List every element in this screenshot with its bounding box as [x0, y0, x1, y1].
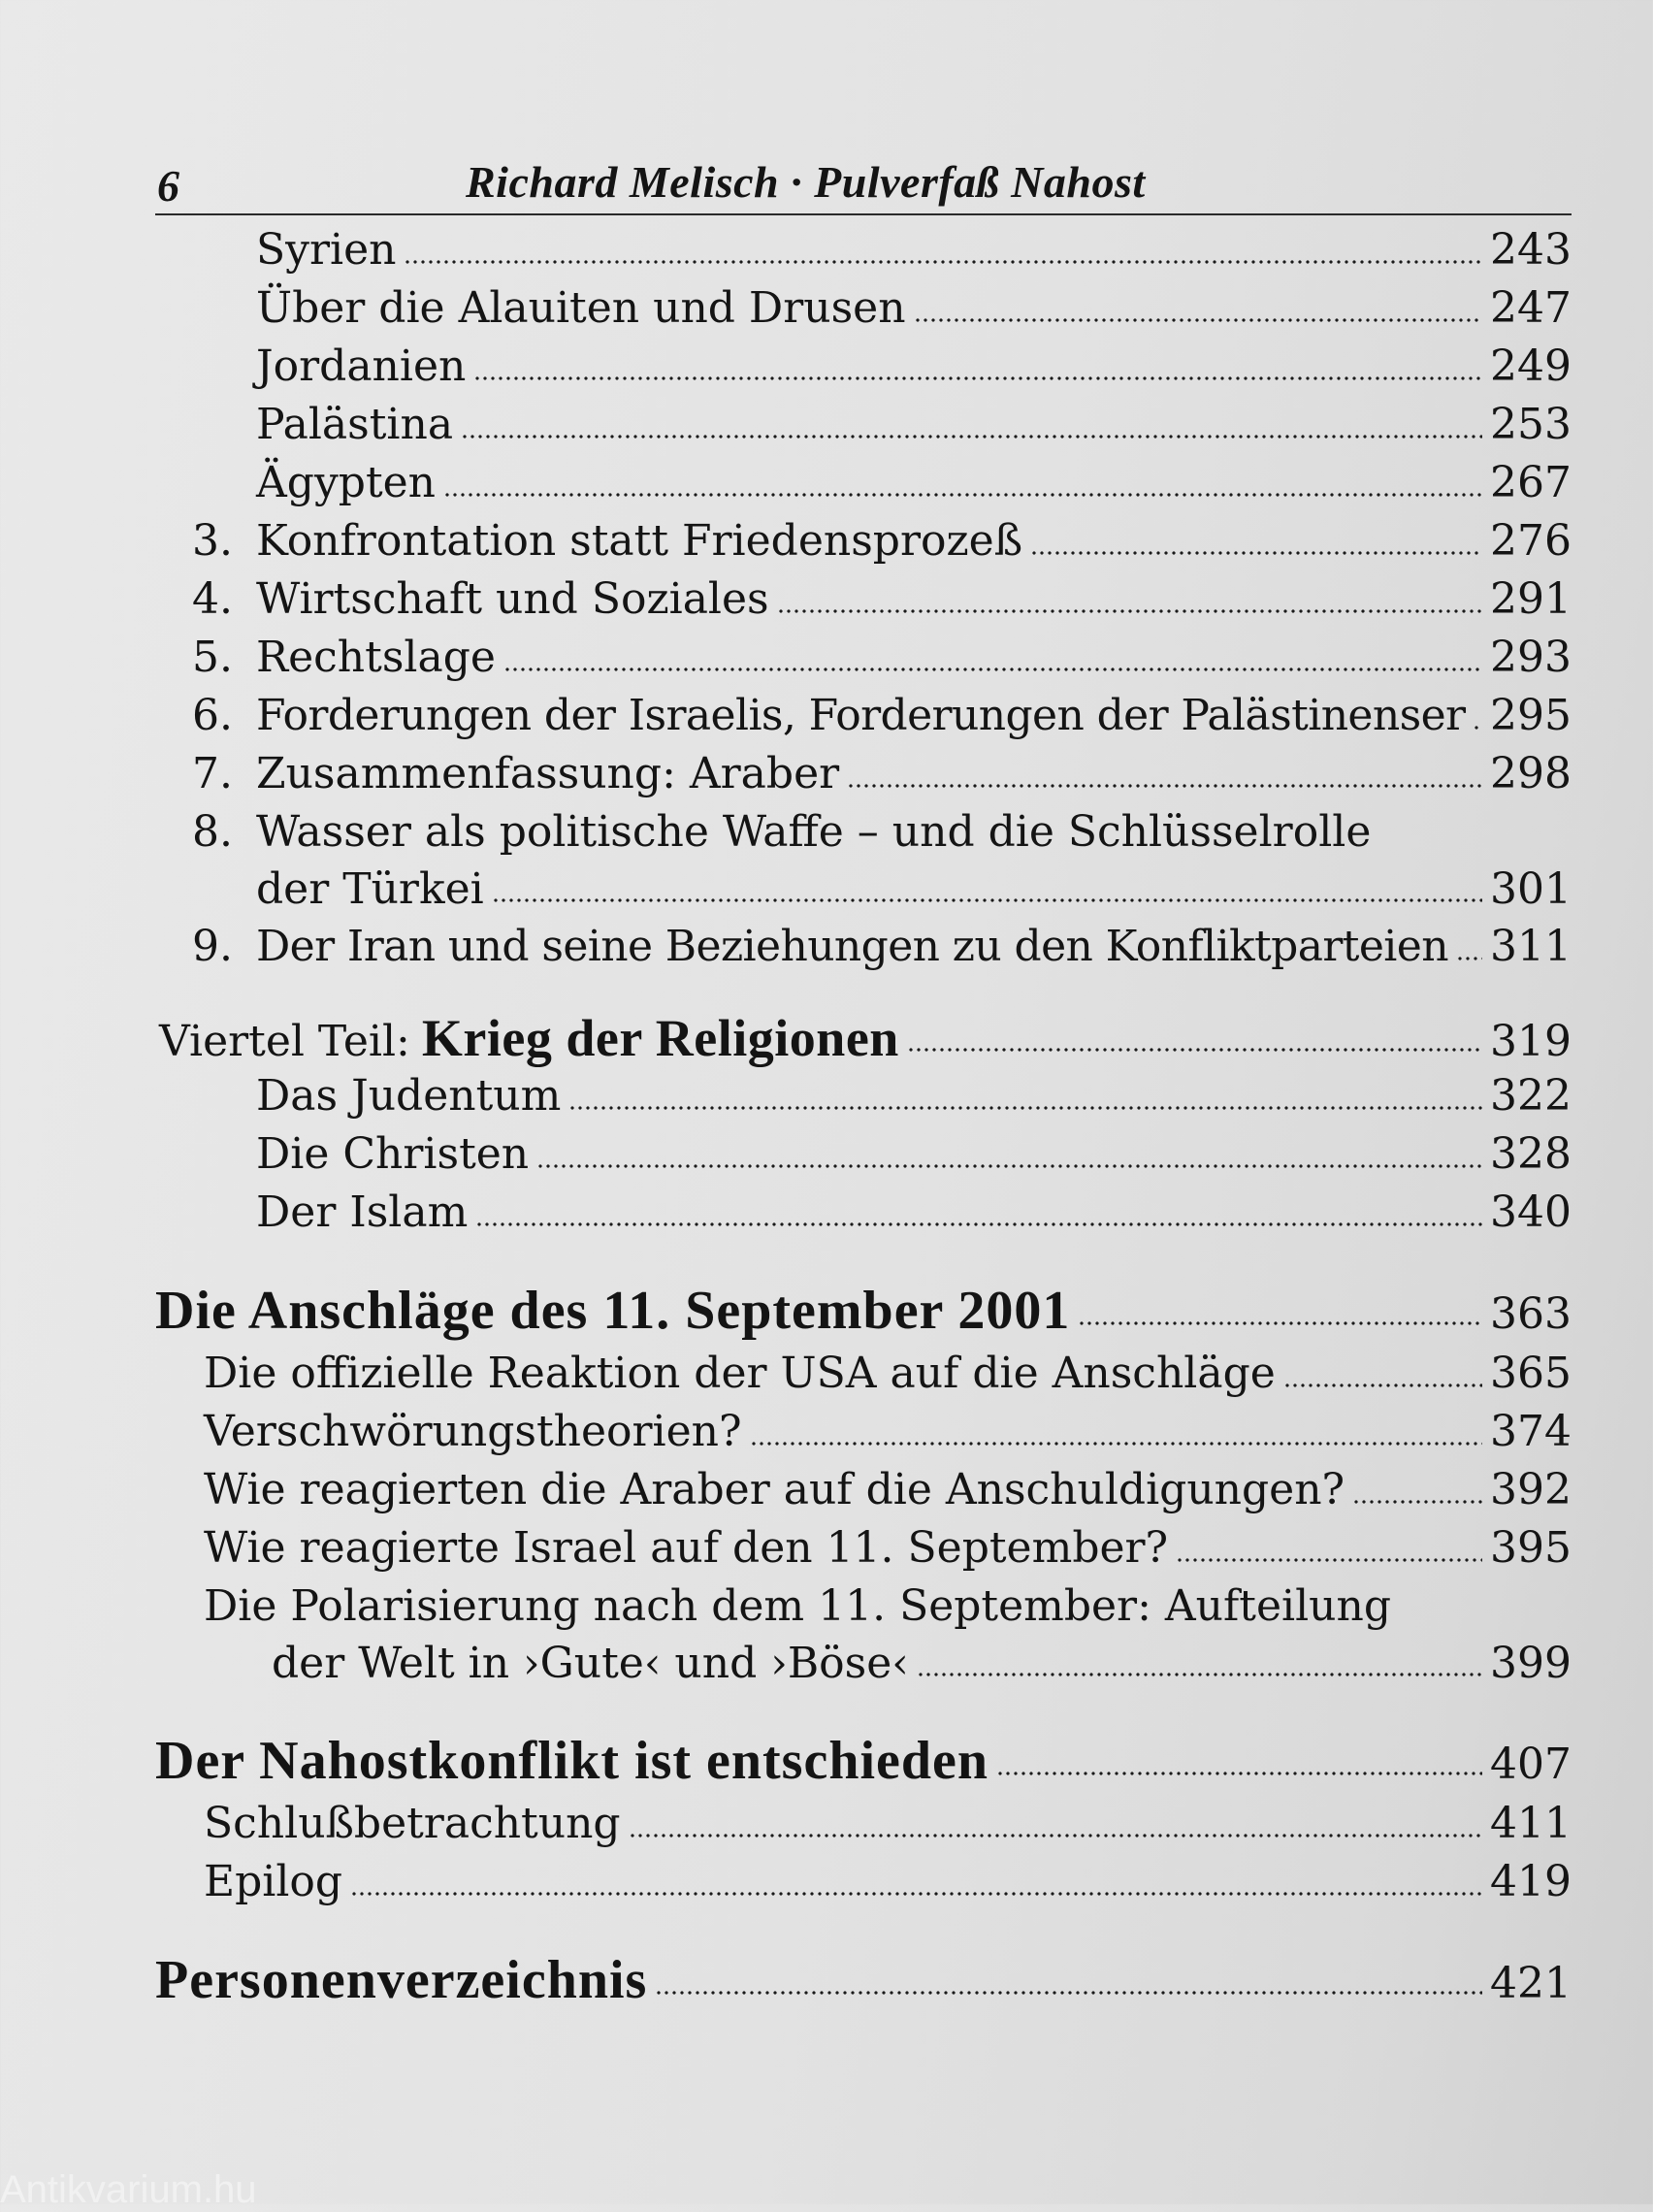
- leader-dots: [1283, 1383, 1482, 1387]
- toc-entry-numbered: [155, 629, 1572, 687]
- toc-entry-page: 247: [1490, 283, 1572, 333]
- toc-entry-label-line1: Wasser als politische Waffe – und die Schlüsselrolle: [256, 807, 1372, 857]
- toc-entry-label-line1: Die Polarisierung nach dem 11. September: Aufteilung: [204, 1581, 1392, 1631]
- section-title: Die Anschläge des 11. September 2001: [155, 1281, 1071, 1341]
- toc-entry-label: Zusammenfassung: Araber: [256, 749, 840, 798]
- toc-entry: [155, 396, 1572, 454]
- toc-entry-label: Die offizielle Reaktion der USA auf die Anschläge: [204, 1349, 1276, 1398]
- toc-entry-label: Die Christen: [256, 1129, 530, 1179]
- leader-dots: [655, 1991, 1482, 1995]
- leader-dots: [1473, 726, 1482, 730]
- toc-entry-page: 311: [1490, 922, 1572, 971]
- toc-entry: [155, 454, 1572, 512]
- toc-entry-page: 392: [1490, 1465, 1572, 1514]
- toc-entry: [155, 1067, 1572, 1125]
- toc-entry-numbered: [155, 745, 1572, 803]
- toc-entry-page: 399: [1490, 1639, 1572, 1688]
- toc-entry-page: 293: [1490, 633, 1572, 682]
- leader-dots: [750, 1442, 1482, 1446]
- toc-major-heading: [155, 1277, 1572, 1345]
- toc-entry-label: Epilog: [204, 1857, 343, 1906]
- toc-entry-label: Rechtslage: [256, 633, 496, 682]
- toc-entry-label: Syrien: [256, 225, 397, 275]
- toc-entry-page: 253: [1490, 400, 1572, 449]
- toc-entry-page: 421: [1490, 1959, 1572, 2008]
- toc-entry-page: 298: [1490, 749, 1572, 798]
- toc-entry-label: Über die Alauiten und Drusen: [256, 283, 906, 333]
- toc-entry-numbered: [155, 512, 1572, 570]
- toc-entry-page: 328: [1490, 1129, 1572, 1179]
- toc-entry-page: 322: [1490, 1071, 1572, 1121]
- leader-dots: [475, 1222, 1482, 1226]
- page-number: 6: [157, 161, 179, 211]
- leader-dots: [473, 376, 1482, 380]
- toc-entry-page: 363: [1490, 1289, 1572, 1339]
- toc-entry-number: 6.: [192, 691, 233, 740]
- leader-dots: [1078, 1321, 1482, 1325]
- table-of-contents: [155, 221, 1572, 2014]
- toc-entry-label: Jordanien: [256, 342, 467, 391]
- toc-entry-label: Forderungen der Israelis, Forderungen der Palästinenser: [256, 691, 1466, 740]
- toc-entry: [155, 1519, 1572, 1578]
- toc-entry-number: 4.: [192, 574, 233, 624]
- toc-major-heading: [155, 1727, 1572, 1795]
- toc-entry: [155, 1345, 1572, 1403]
- watermark: Antikvarium.hu: [0, 2168, 257, 2211]
- toc-entry-page: 243: [1490, 225, 1572, 275]
- toc-entry-page: 291: [1490, 574, 1572, 624]
- leader-dots: [350, 1892, 1482, 1896]
- leader-dots: [568, 1106, 1482, 1110]
- leader-dots: [914, 318, 1482, 322]
- leader-dots: [1456, 957, 1482, 960]
- part-title: Krieg der Religionen: [421, 1009, 899, 1067]
- toc-entry-page: 374: [1490, 1407, 1572, 1456]
- toc-part-heading: [155, 1009, 1572, 1067]
- leader-dots: [996, 1772, 1482, 1775]
- toc-entry-label: Das Judentum: [256, 1071, 562, 1121]
- toc-entry-page: 419: [1490, 1857, 1572, 1906]
- page-header: [155, 146, 1572, 215]
- toc-entry: [155, 1184, 1572, 1242]
- toc-entry-label: Palästina: [256, 400, 454, 449]
- toc-entry-label: Wie reagierten die Araber auf die Anschuldigungen?: [204, 1465, 1345, 1514]
- toc-entry-number: 3.: [192, 516, 233, 566]
- leader-dots: [1030, 551, 1482, 555]
- toc-entry-number: 9.: [192, 922, 233, 971]
- leader-dots: [443, 493, 1482, 497]
- toc-entry-number: 8.: [192, 807, 233, 857]
- toc-entry-label: Wirtschaft und Soziales: [256, 574, 769, 624]
- leader-dots: [461, 435, 1482, 439]
- toc-entry-page: 340: [1490, 1187, 1572, 1237]
- toc-entry-label: Der Islam: [256, 1187, 469, 1237]
- toc-entry-page: 411: [1490, 1799, 1572, 1848]
- section-title: Personenverzeichnis: [155, 1950, 648, 2010]
- toc-entry-page: 365: [1490, 1349, 1572, 1398]
- leader-dots: [777, 609, 1482, 613]
- toc-entry-number: 7.: [192, 749, 233, 798]
- toc-entry-page: 276: [1490, 516, 1572, 566]
- toc-entry-page: 395: [1490, 1523, 1572, 1573]
- leader-dots: [536, 1164, 1482, 1168]
- leader-dots: [503, 667, 1482, 671]
- toc-entry: [155, 1578, 1572, 1636]
- toc-entry-page: 301: [1490, 864, 1572, 914]
- toc-entry: [155, 1125, 1572, 1184]
- toc-entry-label: Schlußbetrachtung: [204, 1799, 621, 1848]
- leader-dots: [917, 1673, 1482, 1676]
- leader-dots: [847, 784, 1482, 788]
- section-title: Der Nahostkonflikt ist entschieden: [155, 1731, 989, 1791]
- toc-major-heading: [155, 1946, 1572, 2014]
- toc-entry-label-line2: der Welt in ›Gute‹ und ›Böse‹: [272, 1639, 909, 1688]
- leader-dots: [404, 260, 1482, 264]
- toc-entry-label: Wie reagierte Israel auf den 11. September?: [204, 1523, 1169, 1573]
- toc-entry: [155, 221, 1572, 279]
- toc-entry: [155, 1795, 1572, 1853]
- toc-entry-page: 249: [1490, 342, 1572, 391]
- toc-entry-continuation: [155, 1636, 1572, 1692]
- toc-entry-numbered: [155, 803, 1572, 862]
- leader-dots: [629, 1834, 1482, 1838]
- toc-entry-continuation: [155, 862, 1572, 918]
- leader-dots: [907, 1048, 1482, 1052]
- toc-entry-number: 5.: [192, 633, 233, 682]
- toc-entry: [155, 279, 1572, 338]
- leader-dots: [1352, 1500, 1482, 1504]
- toc-entry: [155, 1853, 1572, 1911]
- toc-entry-page: 295: [1490, 691, 1572, 740]
- toc-entry-page: 407: [1490, 1740, 1572, 1789]
- toc-entry-page: 319: [1490, 1017, 1572, 1066]
- toc-entry-numbered: [155, 687, 1572, 745]
- toc-entry-numbered: [155, 570, 1572, 629]
- toc-entry-label-line2: der Türkei: [256, 864, 484, 914]
- toc-entry-label: Der Iran und seine Beziehungen zu den Konfliktparteien: [256, 922, 1448, 971]
- toc-entry-label: Konfrontation statt Friedensprozeß: [256, 516, 1023, 566]
- toc-entry-label: Verschwörungstheorien?: [204, 1407, 742, 1456]
- toc-entry: [155, 1403, 1572, 1461]
- part-prefix: Viertel Teil:: [159, 1017, 410, 1066]
- toc-entry-label: Ägypten: [256, 458, 437, 507]
- leader-dots: [1176, 1558, 1482, 1562]
- toc-entry-numbered: [155, 918, 1572, 976]
- leader-dots: [492, 898, 1482, 902]
- toc-entry-page: 267: [1490, 458, 1572, 507]
- toc-entry: [155, 1461, 1572, 1519]
- running-title: Richard Melisch · Pulverfaß Nahost: [466, 157, 1146, 207]
- toc-entry: [155, 338, 1572, 396]
- book-page: [155, 146, 1572, 2014]
